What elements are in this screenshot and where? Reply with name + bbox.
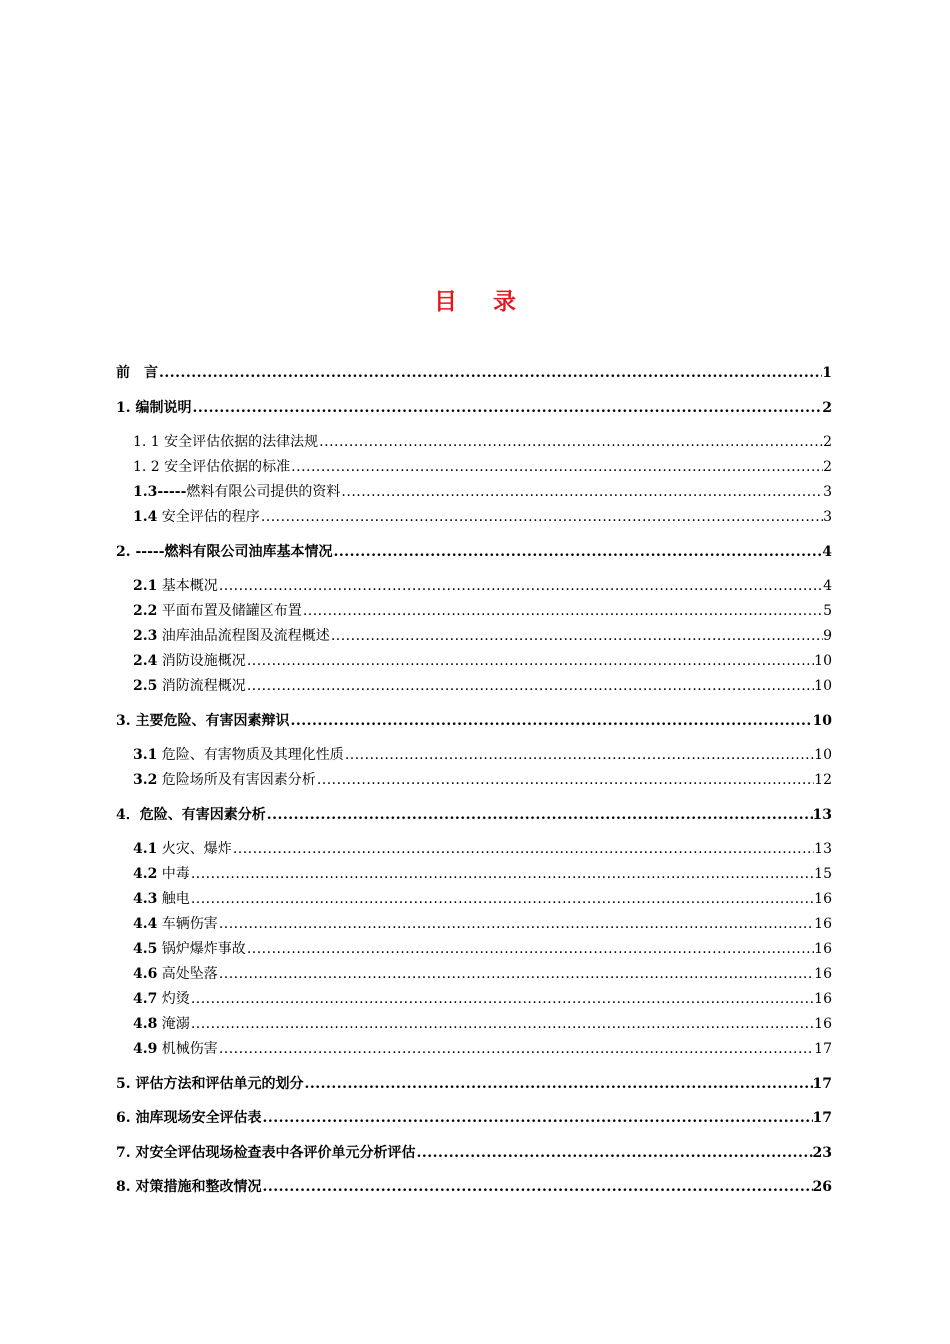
toc-entry-text: 平面布置及储罐区布置 <box>157 603 302 619</box>
toc-dot-leader <box>331 624 823 649</box>
toc-page-number: 2 <box>823 459 832 475</box>
toc-page-number: 2 <box>823 434 832 450</box>
toc-entry-text: 基本概况 <box>157 578 218 594</box>
toc-page-number: 5 <box>823 603 832 619</box>
toc-entry-text: 5. 评估方法和评估单元的划分 <box>116 1075 304 1092</box>
toc-section-entry[interactable] <box>116 962 832 987</box>
page-title: 目 录 <box>433 289 530 315</box>
toc-entry-number: 4.8 <box>133 1016 158 1032</box>
toc-entry-number: 4.3 <box>133 891 158 907</box>
toc-dot-leader <box>291 455 823 480</box>
toc-section-entry[interactable] <box>116 862 832 887</box>
toc-chapter-entry[interactable] <box>116 709 832 734</box>
toc-entry-text: 火灾、爆炸 <box>157 841 232 857</box>
toc-entry-text: 油库油品流程图及流程概述 <box>157 628 330 644</box>
toc-entry-text: 淹溺 <box>157 1016 190 1032</box>
toc-chapter-entry[interactable] <box>116 1141 832 1166</box>
toc-page-number: 15 <box>814 866 832 882</box>
toc-page-number: 16 <box>814 891 832 907</box>
toc-entry-number: 4.9 <box>133 1041 158 1057</box>
toc-page-number: 16 <box>814 966 832 982</box>
toc-page-number: 26 <box>812 1179 832 1195</box>
toc-section-entry[interactable] <box>116 887 832 912</box>
toc-section-entry[interactable] <box>116 574 832 599</box>
toc-dot-leader <box>191 862 814 887</box>
toc-page-number: 17 <box>814 1041 832 1057</box>
toc-entry-number: 4.5 <box>133 941 158 957</box>
toc-entry-text: 锅炉爆炸事故 <box>157 941 246 957</box>
toc-entry-number: 3.1 <box>133 747 158 763</box>
toc-dot-leader <box>191 887 814 912</box>
toc-dot-leader <box>334 540 823 565</box>
toc-entry-label <box>133 962 218 987</box>
toc-dot-leader <box>317 768 814 793</box>
toc-section-entry[interactable] <box>116 743 832 768</box>
toc-section-entry[interactable] <box>116 624 832 649</box>
toc-section-entry[interactable] <box>116 1037 832 1062</box>
toc-entry-number: 4.7 <box>133 991 158 1007</box>
toc-section-entry[interactable] <box>116 480 832 505</box>
toc-page-number: 4 <box>823 578 832 594</box>
toc-dot-leader <box>219 574 823 599</box>
toc-entry-label <box>133 674 246 699</box>
toc-dot-leader <box>345 743 814 768</box>
toc-dot-leader <box>247 649 814 674</box>
toc-entry-text: 高处坠落 <box>157 966 218 982</box>
toc-entry-text: 7. 对安全评估现场检查表中各评价单元分析评估 <box>116 1144 416 1161</box>
toc-page-number: 16 <box>814 941 832 957</box>
toc-entry-label <box>133 624 330 649</box>
toc-chapter-entry[interactable] <box>116 803 832 828</box>
toc-entry-label <box>116 709 290 734</box>
toc-entry-label <box>116 396 192 421</box>
toc-entry-number: 2.5 <box>133 678 158 694</box>
toc-entry-text: 前 言 <box>116 365 158 381</box>
toc-entry-label <box>116 1106 262 1131</box>
toc-entry-number: 2.1 <box>133 578 158 594</box>
toc-page-number: 17 <box>812 1110 832 1126</box>
toc-section-entry[interactable] <box>116 430 832 455</box>
toc-dot-leader <box>159 361 822 386</box>
toc-page-number: 3 <box>823 509 832 525</box>
toc-section-entry[interactable] <box>116 912 832 937</box>
toc-dot-leader <box>263 1106 813 1131</box>
toc-entry-text: 燃料有限公司提供的资料 <box>186 484 341 500</box>
toc-entry-label <box>133 430 318 455</box>
toc-entry-text: 1. 2 安全评估依据的标准 <box>133 459 291 475</box>
toc-section-entry[interactable] <box>116 599 832 624</box>
toc-chapter-entry[interactable] <box>116 1106 832 1131</box>
toc-dot-leader <box>261 505 823 530</box>
toc-entry-label <box>116 1175 262 1200</box>
toc-entry-text: 中毒 <box>157 866 190 882</box>
toc-entry-label <box>133 455 290 480</box>
toc-page-number: 17 <box>812 1075 832 1092</box>
toc-page-number: 10 <box>814 653 832 669</box>
toc-entry-number: 1.4 <box>133 509 158 525</box>
toc-dot-leader <box>191 987 814 1012</box>
toc-entry-label <box>116 803 266 828</box>
toc-entry-label <box>133 574 218 599</box>
toc-entry-number: 4.6 <box>133 966 158 982</box>
toc-entry-label <box>133 743 344 768</box>
toc-entry-label <box>133 912 218 937</box>
toc-entry-text: 4．危险、有害因素分析 <box>116 806 266 823</box>
table-of-contents <box>116 361 832 1200</box>
toc-entry-number: 4.1 <box>133 841 158 857</box>
toc-entry-number: 3.2 <box>133 772 158 788</box>
toc-page-number: 16 <box>814 991 832 1007</box>
toc-entry-label <box>133 887 190 912</box>
toc-entry-text: 3. 主要危险、有害因素辩识 <box>116 712 290 729</box>
toc-section-entry[interactable] <box>116 768 832 793</box>
toc-dot-leader <box>247 674 814 699</box>
toc-page-number: 10 <box>814 747 832 763</box>
toc-entry-label <box>133 480 340 505</box>
toc-entry-text: 车辆伤害 <box>157 916 218 932</box>
toc-dot-leader <box>303 599 823 624</box>
toc-entry-label <box>116 361 158 386</box>
toc-entry-text: 2. -----燃料有限公司油库基本情况 <box>116 543 333 560</box>
toc-entry-number: 1.3----- <box>133 484 187 500</box>
toc-entry-label <box>116 1141 416 1166</box>
toc-entry-text: 安全评估的程序 <box>157 509 260 525</box>
toc-entry-text: 危险、有害物质及其理化性质 <box>157 747 344 763</box>
toc-entry-text: 8. 对策措施和整改情况 <box>116 1179 262 1195</box>
toc-dot-leader <box>191 1012 814 1037</box>
toc-entry-label <box>133 505 260 530</box>
toc-dot-leader <box>305 1072 813 1097</box>
toc-dot-leader <box>263 1175 813 1200</box>
toc-entry-label <box>133 837 232 862</box>
toc-dot-leader <box>193 396 823 421</box>
toc-page-number: 10 <box>814 678 832 694</box>
toc-entry-number: 2.4 <box>133 653 158 669</box>
toc-entry-text: 消防流程概况 <box>157 678 246 694</box>
toc-entry-label <box>133 1012 190 1037</box>
toc-section-entry[interactable] <box>116 837 832 862</box>
toc-page-number: 16 <box>814 1016 832 1032</box>
toc-section-entry[interactable] <box>116 1012 832 1037</box>
toc-dot-leader <box>417 1141 813 1166</box>
toc-chapter-entry[interactable] <box>116 361 832 386</box>
toc-dot-leader <box>291 709 813 734</box>
toc-entry-text: 机械伤害 <box>157 1041 218 1057</box>
toc-page-number: 16 <box>814 916 832 932</box>
toc-entry-number: 2.3 <box>133 628 158 644</box>
toc-section-entry[interactable] <box>116 455 832 480</box>
toc-dot-leader <box>319 430 823 455</box>
toc-dot-leader <box>341 480 823 505</box>
toc-entry-number: 2.2 <box>133 603 158 619</box>
toc-page-number: 9 <box>823 628 832 644</box>
toc-section-entry[interactable] <box>116 987 832 1012</box>
toc-dot-leader <box>219 962 814 987</box>
toc-dot-leader <box>219 1037 814 1062</box>
toc-entry-label <box>116 540 333 565</box>
toc-dot-leader <box>233 837 814 862</box>
toc-chapter-entry[interactable] <box>116 1072 832 1097</box>
toc-chapter-entry[interactable] <box>116 1175 832 1200</box>
toc-dot-leader <box>219 912 814 937</box>
toc-page-number: 13 <box>812 806 832 823</box>
toc-section-entry[interactable] <box>116 505 832 530</box>
toc-entry-label <box>133 862 190 887</box>
toc-chapter-entry[interactable] <box>116 540 832 565</box>
toc-entry-label <box>133 599 302 624</box>
toc-entry-text: 6. 油库现场安全评估表 <box>116 1110 262 1126</box>
toc-dot-leader <box>247 937 814 962</box>
toc-entry-text: 触电 <box>157 891 190 907</box>
toc-entry-text: 灼烫 <box>157 991 190 1007</box>
toc-page-number: 4 <box>822 543 832 560</box>
toc-page-number: 13 <box>814 841 832 857</box>
toc-entry-label <box>133 937 246 962</box>
toc-entry-label <box>133 987 190 1012</box>
toc-dot-leader <box>267 803 813 828</box>
toc-entry-number: 4.4 <box>133 916 158 932</box>
toc-entry-label <box>133 649 246 674</box>
toc-page-number: 2 <box>822 399 832 416</box>
toc-entry-text: 1. 1 安全评估依据的法律法规 <box>133 434 319 450</box>
toc-page-number: 10 <box>812 712 832 729</box>
toc-entry-label <box>116 1072 304 1097</box>
toc-page-number: 12 <box>814 772 832 788</box>
toc-chapter-entry[interactable] <box>116 396 832 421</box>
toc-page-number: 3 <box>823 484 832 500</box>
toc-page-number: 1 <box>822 365 832 381</box>
toc-section-entry[interactable] <box>116 674 832 699</box>
toc-entry-label <box>133 1037 218 1062</box>
toc-section-entry[interactable] <box>116 649 832 674</box>
toc-entry-number: 4.2 <box>133 866 158 882</box>
toc-entry-text: 危险场所及有害因素分析 <box>157 772 316 788</box>
toc-entry-label <box>133 768 316 793</box>
toc-entry-text: 消防设施概况 <box>157 653 246 669</box>
toc-section-entry[interactable] <box>116 937 832 962</box>
toc-page-number: 23 <box>812 1144 832 1161</box>
toc-entry-text: 1. 编制说明 <box>116 399 192 416</box>
